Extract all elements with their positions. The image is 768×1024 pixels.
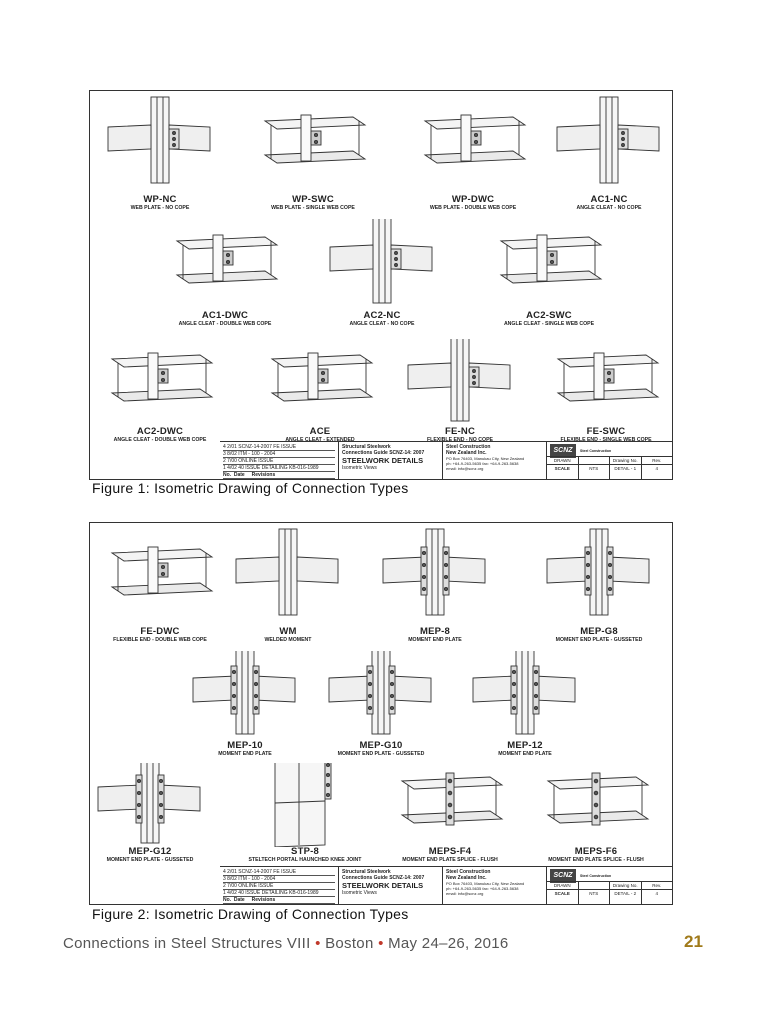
isometric-connection-drawing (520, 763, 672, 847)
connection-code: AC2-DWC (136, 426, 184, 437)
connection-code: ACE (309, 426, 331, 437)
connection-code: MEP-G12 (128, 846, 172, 857)
connection-code: STP-8 (291, 846, 319, 857)
connection-detail (230, 763, 380, 867)
connection-detail (90, 339, 230, 447)
connection-detail (312, 219, 452, 331)
connection-code: FE-NC (444, 426, 476, 437)
isometric-connection-drawing (90, 339, 230, 427)
title-block-1 (220, 441, 672, 479)
connection-detail (180, 651, 310, 761)
isometric-connection-drawing (450, 651, 600, 741)
connection-description: STELTECH PORTAL HAUNCHED KNEE JOINT (248, 857, 362, 863)
connection-code: MEP-12 (507, 740, 543, 751)
isometric-connection-drawing (218, 527, 358, 627)
isometric-connection-drawing (180, 651, 310, 741)
isometric-connection-drawing (540, 339, 672, 427)
connection-description: MOMENT END PLATE - GUSSETED (555, 637, 643, 643)
connection-code: MEP-G8 (580, 626, 618, 637)
connection-detail (450, 651, 600, 761)
connection-description: ANGLE CLEAT - DOUBLE WEB COPE (113, 437, 207, 443)
title-block-2 (220, 866, 672, 904)
connection-code: FE-SWC (586, 426, 626, 437)
connection-detail (390, 339, 530, 447)
connection-description: MOMENT END PLATE (408, 637, 462, 643)
figure-2-caption: Figure 2: Isometric Drawing of Connection Types (92, 906, 409, 922)
connection-code: MEPS-F4 (428, 846, 472, 857)
isometric-connection-drawing (380, 763, 520, 847)
isometric-connection-drawing (90, 95, 230, 195)
connection-code: FE-DWC (140, 626, 180, 637)
page-footer: Connections in Steel Structures VIII • Boston • May 24–26, 2016 (63, 935, 509, 952)
connection-code: AC2-SWC (526, 310, 572, 321)
connection-detail (474, 219, 624, 331)
isometric-connection-drawing (238, 95, 388, 195)
connection-description: FLEXIBLE END - NO COPE (426, 437, 493, 443)
connection-detail (546, 95, 672, 215)
connection-code: AC1-DWC (201, 310, 249, 321)
connection-detail (360, 527, 510, 647)
connection-detail (398, 95, 548, 215)
figure-1-caption: Figure 1: Isometric Drawing of Connection Types (92, 480, 409, 496)
sheet-title-block: Structural Steelwork Connections Guide SCNZ-14: 2007 STEELWORK DETAILS Isometric Views (338, 442, 442, 479)
connection-description: WELDED MOMENT (264, 637, 312, 643)
connection-description: ANGLE CLEAT - NO COPE (576, 205, 642, 211)
scnz-logo: SCNZ (550, 869, 576, 883)
connection-code: WP-DWC (451, 194, 495, 205)
sheet-title-block: Structural Steelwork Connections Guide SCNZ-14: 2007 STEELWORK DETAILS Isometric Views (338, 867, 442, 904)
connection-description: WEB PLATE - DOUBLE WEB COPE (429, 205, 517, 211)
connection-code: WP-SWC (292, 194, 334, 205)
drawing-sheet-1 (89, 90, 673, 480)
isometric-connection-drawing (526, 527, 672, 627)
isometric-connection-drawing (360, 527, 510, 627)
connection-detail (90, 763, 210, 867)
isometric-connection-drawing (150, 219, 300, 311)
isometric-connection-drawing (230, 763, 380, 847)
connection-code: WM (279, 626, 297, 637)
connection-code: AC1-NC (590, 194, 628, 205)
isometric-connection-drawing (474, 219, 624, 311)
connection-description: MOMENT END PLATE (218, 751, 272, 757)
connection-description: FLEXIBLE END - DOUBLE WEB COPE (113, 637, 207, 643)
connection-description: MOMENT END PLATE (498, 751, 552, 757)
drawing-number-block: SCNZ Steel Construction DRAWN Drawing No. Rev. SCALE NTS DETAIL - 1 4 (546, 442, 672, 479)
revisions-table: 4 2/01 SCNZ-14-2007 FE ISSUE 3 8/02 ITM - 100 - 2004 2 7/00 ONLINE ISSUE 1 4/02 40 ISSUE DETAILING KB-016-1989 No. Date Revisions (220, 442, 338, 479)
page-number: 21 (684, 932, 703, 951)
connection-description: ANGLE CLEAT - NO COPE (349, 321, 415, 327)
isometric-connection-drawing (250, 339, 390, 427)
isometric-connection-drawing (90, 527, 230, 627)
connection-description: WEB PLATE - NO COPE (130, 205, 190, 211)
connection-detail (306, 651, 456, 761)
connection-description: MOMENT END PLATE SPLICE - FLUSH (548, 857, 644, 863)
connection-detail (150, 219, 300, 331)
isometric-connection-drawing (90, 763, 210, 847)
connection-detail (520, 763, 672, 867)
isometric-connection-drawing (546, 95, 672, 195)
connection-description: FLEXIBLE END - SINGLE WEB COPE (560, 437, 652, 443)
connection-detail (238, 95, 388, 215)
connection-description: MOMENT END PLATE - GUSSETED (106, 857, 194, 863)
connection-detail (380, 763, 520, 867)
connection-description: ANGLE CLEAT - DOUBLE WEB COPE (178, 321, 272, 327)
connection-code: AC2-NC (363, 310, 401, 321)
scnz-logo: SCNZ (550, 444, 576, 458)
connection-description: MOMENT END PLATE SPLICE - FLUSH (402, 857, 498, 863)
isometric-connection-drawing (306, 651, 456, 741)
connection-detail (250, 339, 390, 447)
isometric-connection-drawing (390, 339, 530, 427)
connection-description: ANGLE CLEAT - EXTENDED (285, 437, 355, 443)
connection-detail (90, 95, 230, 215)
connection-code: MEP-G10 (359, 740, 403, 751)
connection-detail (218, 527, 358, 647)
drawing-number-block: SCNZ Steel Construction DRAWN Drawing No. Rev. SCALE NTS DETAIL - 2 4 (546, 867, 672, 904)
isometric-connection-drawing (398, 95, 548, 195)
connection-detail (526, 527, 672, 647)
isometric-connection-drawing (312, 219, 452, 311)
connection-description: WEB PLATE - SINGLE WEB COPE (271, 205, 355, 211)
connection-detail (90, 527, 230, 647)
revisions-table: 4 2/01 SCNZ-14-2007 FE ISSUE 3 8/02 ITM - 100 - 2004 2 7/00 ONLINE ISSUE 1 4/02 40 ISSUE DETAILING KB-016-1989 No. Date Revisions (220, 867, 338, 904)
connection-detail (540, 339, 672, 447)
organisation-block: Steel Construction New Zealand Inc. PO Box 76403, Manukau City, New Zealand ph: +64-9-263-5635 fax: +64-9-263-5638 email: info@scnz.org (442, 867, 546, 904)
connection-description: MOMENT END PLATE - GUSSETED (337, 751, 425, 757)
connection-code: MEP-8 (419, 626, 451, 637)
connection-code: MEP-10 (227, 740, 263, 751)
connection-code: WP-NC (143, 194, 177, 205)
connection-code: MEPS-F6 (574, 846, 618, 857)
connection-description: ANGLE CLEAT - SINGLE WEB COPE (503, 321, 595, 327)
organisation-block: Steel Construction New Zealand Inc. PO Box 76403, Manukau City, New Zealand ph: +64-9-263-5635 fax: +64-9-263-5638 email: info@scnz.org (442, 442, 546, 479)
drawing-sheet-2 (89, 522, 673, 905)
